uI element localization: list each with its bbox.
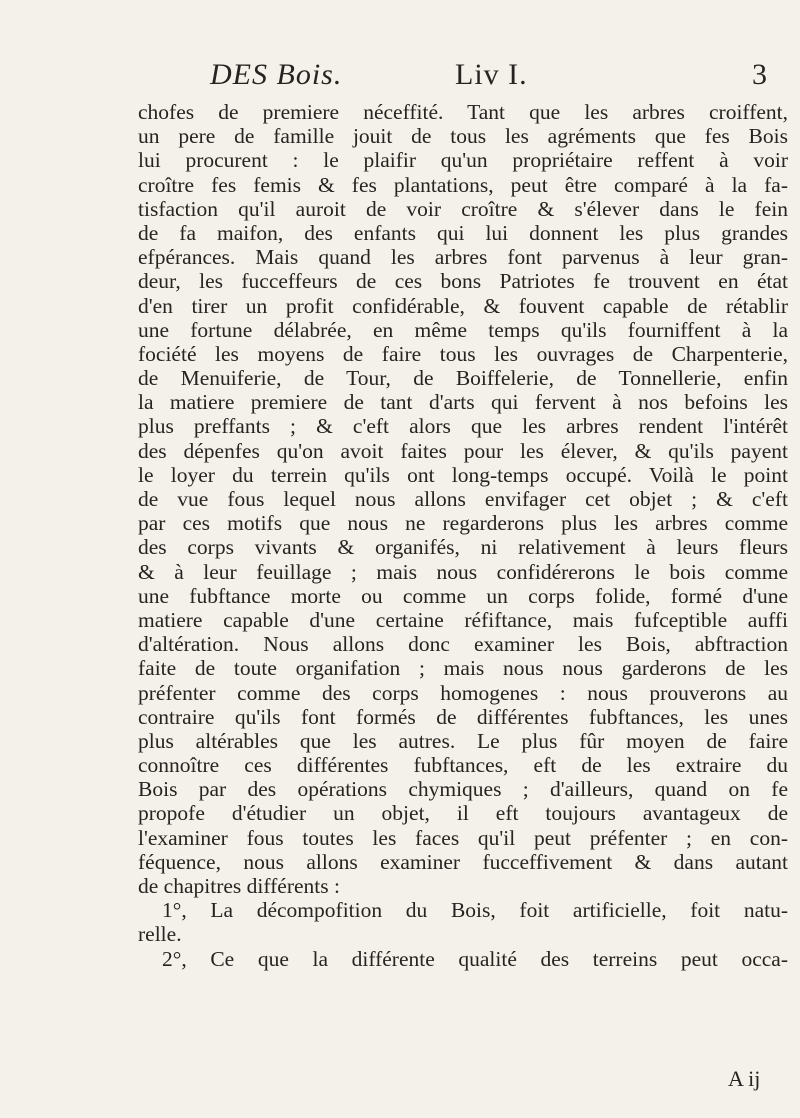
text-line: lui procurent : le plaifir qu'un propriétaire reffent à voir — [138, 148, 788, 173]
body-text — [138, 100, 788, 971]
text-line: de chapitres différents : — [138, 874, 340, 898]
list-item-1: 1°, La décompofition du Bois, foit artificielle, foit natu- — [162, 898, 788, 923]
text-line: des dépenfes qu'on avoit faites pour les élever, & qu'ils payent — [138, 438, 788, 463]
list-item-2: 2°, Ce que la différente qualité des terreins peut occa- — [162, 946, 788, 971]
text-line: fociété les moyens de faire tous les ouvrages de Charpenterie, — [138, 341, 788, 366]
text-line: propofe d'étudier un objet, il eft toujours avantageux de — [138, 801, 788, 826]
text-line: matiere capable d'une certaine réfiftance, mais fufceptible auffi — [138, 607, 788, 632]
text-line: par ces motifs que nous ne regarderons plus les arbres comme — [138, 511, 788, 536]
text-line: plus altérables que les autres. Le plus fûr moyen de faire — [138, 728, 788, 753]
text-line: deur, les fucceffeurs de ces bons Patriotes fe trouvent en état — [138, 269, 788, 294]
text-line: d'en tirer un profit confidérable, & fouvent capable de rétablir — [138, 293, 788, 318]
text-line: de Menuiferie, de Tour, de Boiffelerie, de Tonnellerie, enfin — [138, 366, 788, 391]
running-head — [0, 58, 800, 92]
text-line: connoître ces différentes fubftances, eft de les extraire du — [138, 753, 788, 778]
text-line: l'examiner fous toutes les faces qu'il peut préfenter ; en con- — [138, 825, 788, 850]
text-line: féquence, nous allons examiner fucceffivement & dans autant — [138, 849, 788, 874]
text-line: une fortune délabrée, en même temps qu'ils fourniffent à la — [138, 317, 788, 342]
text-line: tisfaction qu'il auroit de voir croître & s'élever dans le fein — [138, 196, 788, 221]
text-line: la matiere premiere de tant d'arts qui fervent à nos befoins les — [138, 390, 788, 415]
signature-mark: A ij — [728, 1066, 761, 1091]
text-line: Bois par des opérations chymiques ; d'ailleurs, quand on fe — [138, 777, 788, 802]
text-line: une fubftance morte ou comme un corps folide, formé d'une — [138, 583, 788, 608]
text-line: un pere de famille jouit de tous les agréments que fes Bois — [138, 124, 788, 149]
text-line: faite de toute organifation ; mais nous nous garderons de les — [138, 656, 788, 681]
text-line: de fa maifon, des enfants qui lui donnent les plus grandes — [138, 220, 788, 245]
text-line: croître fes femis & fes plantations, peut être comparé à la fa- — [138, 172, 788, 197]
text-line: & à leur feuillage ; mais nous confidérerons le bois comme — [138, 559, 788, 584]
running-head-title: DES Bois. — [210, 58, 343, 91]
running-head-book: Liv I. — [455, 58, 528, 91]
text-line: d'altération. Nous allons donc examiner les Bois, abftraction — [138, 632, 788, 657]
text-line: chofes de premiere néceffité. Tant que les arbres croiffent, — [138, 100, 788, 124]
text-line: contraire qu'ils font formés de différentes fubftances, les unes — [138, 704, 788, 729]
text-line: préfenter comme des corps homogenes : nous prouverons au — [138, 680, 788, 705]
text-line: le loyer du terrein qu'ils ont long-temps occupé. Voilà le point — [138, 462, 788, 487]
text-line: relle. — [138, 922, 182, 947]
text-line: efpérances. Mais quand les arbres font parvenus à leur gran- — [138, 245, 788, 270]
text-line: de vue fous lequel nous allons envifager cet objet ; & c'eft — [138, 487, 788, 511]
page-number: 3 — [752, 58, 768, 91]
text-line: plus preffants ; & c'eft alors que les arbres rendent l'intérêt — [138, 414, 788, 439]
text-line: des corps vivants & organifés, ni relativement à leurs fleurs — [138, 535, 788, 560]
